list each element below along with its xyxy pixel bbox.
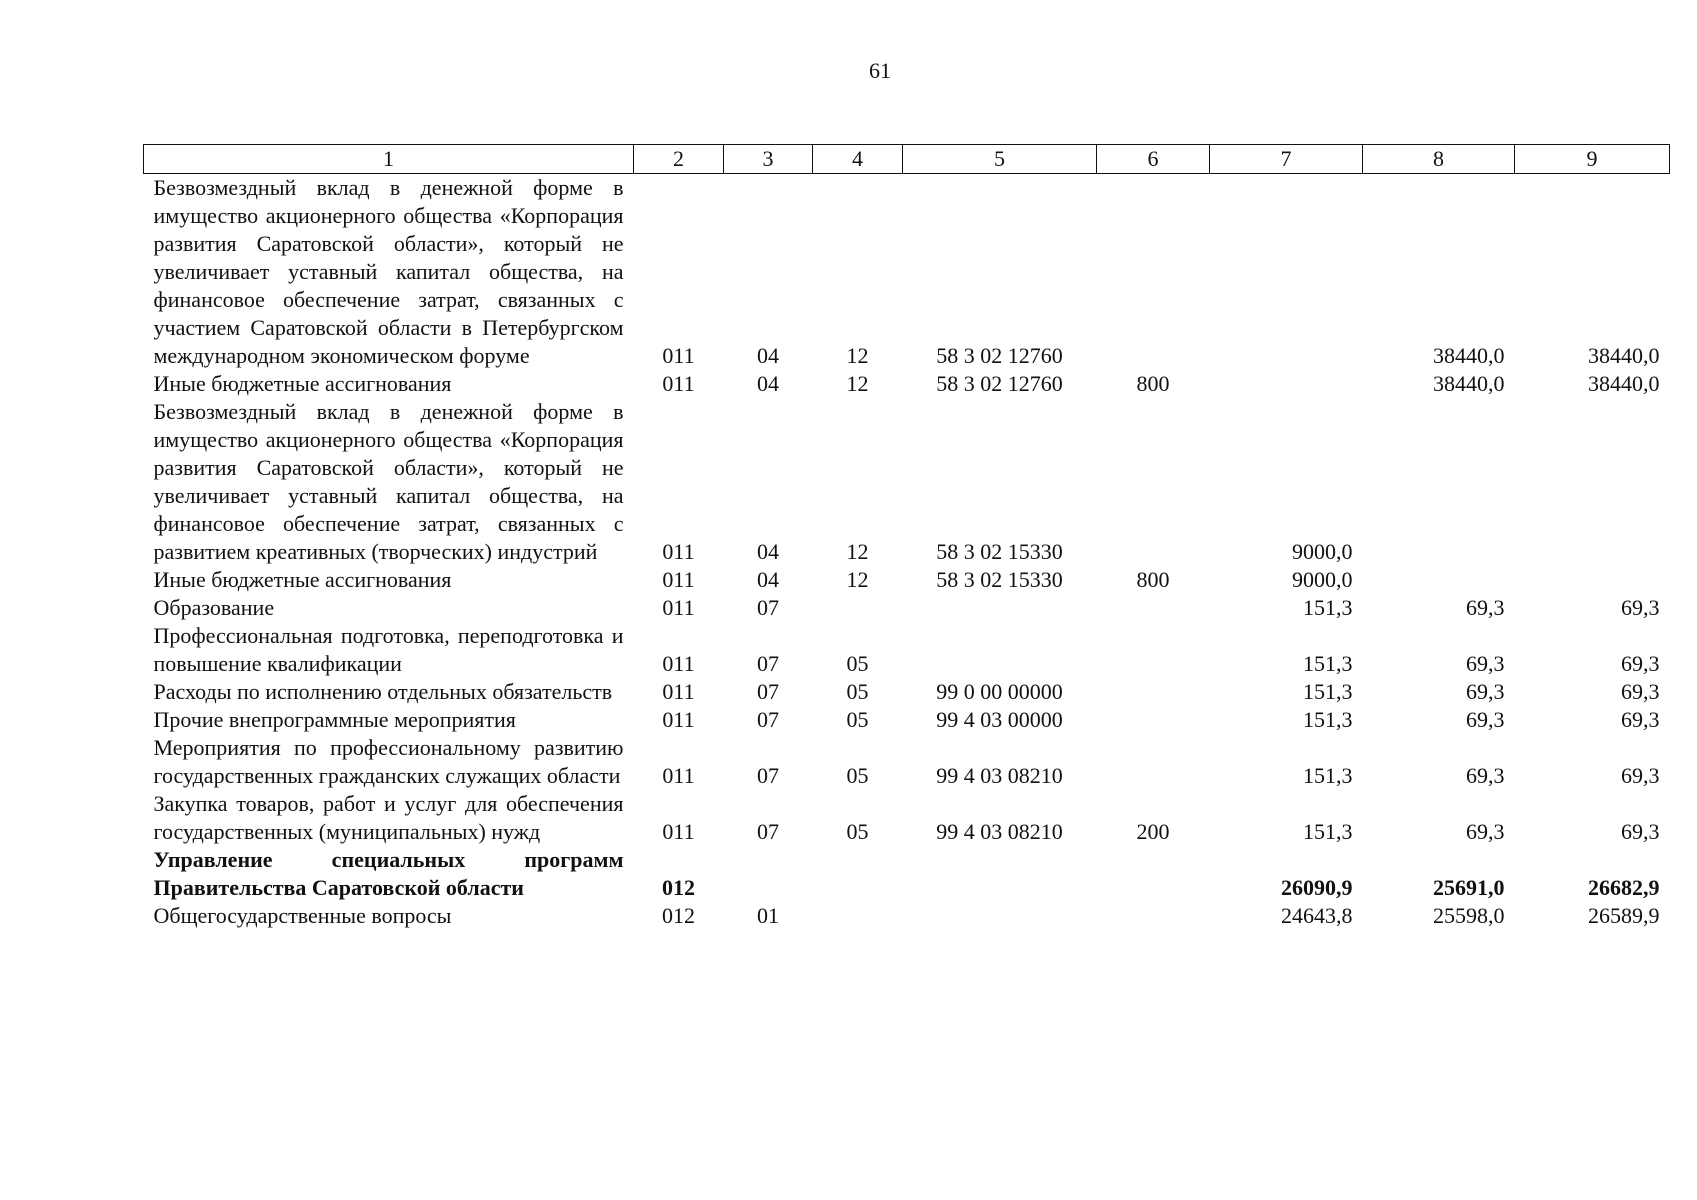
cell-amount-year-3: 69,3 (1621, 707, 1660, 732)
cell-amount-year-3: 69,3 (1621, 819, 1660, 844)
cell-target-article (903, 622, 1097, 678)
table-row (144, 902, 1670, 930)
page-number: 61 (869, 58, 891, 83)
cell-subsection: 12 (846, 539, 869, 564)
cell-target-article (903, 846, 1097, 902)
cell-subsection: 05 (846, 651, 869, 676)
cell-name: Образование (153, 595, 275, 620)
cell-amount-year-2: 25691,0 (1433, 875, 1505, 900)
header-col-8: 8 (1363, 145, 1515, 174)
header-col-2: 2 (634, 145, 724, 174)
cell-section: 07 (757, 763, 779, 788)
cell-ministry-code: 011 (662, 371, 695, 396)
cell-target-article: 58 3 02 12760 (936, 343, 1063, 368)
cell-ministry-code: 012 (662, 875, 695, 900)
cell-amount-year-1: 151,3 (1303, 595, 1353, 620)
cell-amount-year-1: 26090,9 (1281, 875, 1353, 900)
header-col-1: 1 (144, 145, 634, 174)
cell-ministry-code: 011 (662, 567, 695, 592)
cell-amount-year-1: 9000,0 (1292, 567, 1353, 592)
cell-amount-year-2 (1363, 566, 1515, 594)
cell-name: Иные бюджетные ассигнования (153, 567, 452, 592)
cell-expense-type (1097, 734, 1210, 790)
cell-section: 07 (757, 819, 779, 844)
cell-expense-type (1097, 622, 1210, 678)
table-row (144, 398, 1670, 566)
cell-target-article: 99 4 03 08210 (936, 819, 1063, 844)
cell-expense-type: 800 (1136, 567, 1170, 592)
cell-amount-year-3 (1515, 566, 1670, 594)
table-body (144, 174, 1670, 931)
table-row (144, 622, 1670, 678)
cell-amount-year-3: 38440,0 (1588, 343, 1660, 368)
cell-amount-year-3 (1515, 398, 1670, 566)
cell-section: 04 (757, 567, 779, 592)
cell-name: Общегосударственные вопросы (153, 903, 452, 928)
cell-amount-year-2: 38440,0 (1433, 343, 1505, 368)
table-row (144, 790, 1670, 846)
header-col-7: 7 (1210, 145, 1363, 174)
cell-amount-year-1: 151,3 (1303, 819, 1353, 844)
cell-subsection (813, 594, 903, 622)
table-row (144, 594, 1670, 622)
cell-expense-type (1097, 902, 1210, 930)
cell-target-article: 99 4 03 00000 (936, 707, 1063, 732)
cell-target-article: 58 3 02 15330 (936, 539, 1063, 564)
header-row (144, 145, 1670, 174)
cell-amount-year-2: 69,3 (1466, 763, 1505, 788)
cell-expense-type (1097, 174, 1210, 371)
cell-section: 07 (757, 679, 779, 704)
cell-name: Иные бюджетные ассигнования (153, 371, 452, 396)
cell-section: 04 (757, 343, 779, 368)
cell-expense-type (1097, 678, 1210, 706)
cell-expense-type (1097, 846, 1210, 902)
cell-expense-type: 800 (1136, 371, 1170, 396)
cell-expense-type (1097, 594, 1210, 622)
cell-name: Управление специальных программ Правительства Саратовской области (153, 847, 624, 900)
cell-amount-year-3: 69,3 (1621, 679, 1660, 704)
cell-ministry-code: 011 (662, 595, 695, 620)
cell-target-article (903, 902, 1097, 930)
cell-section: 04 (757, 539, 779, 564)
table-row (144, 174, 1670, 371)
cell-amount-year-2: 69,3 (1466, 679, 1505, 704)
cell-name: Закупка товаров, работ и услуг для обеспечения государственных (муниципальных) нужд (153, 791, 624, 844)
cell-subsection: 12 (846, 343, 869, 368)
cell-subsection: 12 (846, 567, 869, 592)
cell-amount-year-1: 151,3 (1303, 651, 1353, 676)
budget-table (143, 144, 1670, 930)
cell-section: 04 (757, 371, 779, 396)
cell-section (724, 846, 813, 902)
cell-target-article: 99 0 00 00000 (936, 679, 1063, 704)
cell-amount-year-1 (1210, 174, 1363, 371)
cell-section: 01 (757, 903, 779, 928)
cell-amount-year-3: 69,3 (1621, 763, 1660, 788)
cell-subsection: 05 (846, 679, 869, 704)
cell-expense-type: 200 (1136, 819, 1170, 844)
cell-amount-year-3: 26589,9 (1588, 903, 1660, 928)
cell-amount-year-2: 69,3 (1466, 595, 1505, 620)
cell-subsection: 05 (846, 707, 869, 732)
cell-subsection (813, 902, 903, 930)
cell-amount-year-1: 9000,0 (1292, 539, 1353, 564)
header-col-9: 9 (1515, 145, 1670, 174)
header-col-6: 6 (1097, 145, 1210, 174)
cell-target-article: 58 3 02 15330 (936, 567, 1063, 592)
table-row (144, 370, 1670, 398)
cell-amount-year-1: 151,3 (1303, 679, 1353, 704)
cell-section: 07 (757, 651, 779, 676)
cell-ministry-code: 011 (662, 343, 695, 368)
table-row (144, 706, 1670, 734)
cell-ministry-code: 011 (662, 679, 695, 704)
cell-amount-year-1: 151,3 (1303, 707, 1353, 732)
cell-target-article: 58 3 02 12760 (936, 371, 1063, 396)
cell-name: Расходы по исполнению отдельных обязательств (153, 679, 613, 704)
header-col-4: 4 (813, 145, 903, 174)
cell-expense-type (1097, 706, 1210, 734)
cell-name: Профессиональная подготовка, переподготовка и повышение квалификации (153, 623, 624, 676)
cell-subsection: 05 (846, 763, 869, 788)
cell-ministry-code: 011 (662, 707, 695, 732)
cell-subsection: 05 (846, 819, 869, 844)
table-row (144, 678, 1670, 706)
cell-amount-year-2: 38440,0 (1433, 371, 1505, 396)
table-row (144, 734, 1670, 790)
cell-amount-year-2: 69,3 (1466, 819, 1505, 844)
cell-amount-year-1 (1210, 370, 1363, 398)
cell-expense-type (1097, 398, 1210, 566)
cell-amount-year-2: 25598,0 (1433, 903, 1505, 928)
cell-amount-year-3: 69,3 (1621, 595, 1660, 620)
cell-amount-year-2: 69,3 (1466, 651, 1505, 676)
cell-ministry-code: 011 (662, 819, 695, 844)
header-col-3: 3 (724, 145, 813, 174)
table-row (144, 566, 1670, 594)
cell-amount-year-2 (1363, 398, 1515, 566)
cell-ministry-code: 011 (662, 763, 695, 788)
cell-section: 07 (757, 707, 779, 732)
cell-section: 07 (757, 595, 779, 620)
cell-amount-year-3: 26682,9 (1588, 875, 1660, 900)
table-row (144, 846, 1670, 902)
cell-ministry-code: 012 (662, 903, 695, 928)
cell-name: Безвозмездный вклад в денежной форме в имущество акционерного общества «Корпорация развития Саратовской области», который не увеличивает уставный капитал общества, на финансовое обеспечение затрат, связанных с участием Саратовской области в Петербургском международном экономическом форуме (153, 175, 624, 368)
cell-ministry-code: 011 (662, 651, 695, 676)
cell-amount-year-1: 24643,8 (1281, 903, 1353, 928)
cell-amount-year-1: 151,3 (1303, 763, 1353, 788)
cell-amount-year-2: 69,3 (1466, 707, 1505, 732)
cell-name: Мероприятия по профессиональному развитию государственных гражданских служащих области (153, 735, 624, 788)
cell-name: Прочие внепрограммные мероприятия (153, 707, 516, 732)
cell-name: Безвозмездный вклад в денежной форме в имущество акционерного общества «Корпорация развития Саратовской области», который не увеличивает уставный капитал общества, на финансовое обеспечение затрат, связанных с развитием креативных (творческих) индустрий (153, 399, 624, 564)
cell-subsection: 12 (846, 371, 869, 396)
cell-amount-year-3: 38440,0 (1588, 371, 1660, 396)
cell-subsection (813, 846, 903, 902)
header-col-5: 5 (903, 145, 1097, 174)
cell-amount-year-3: 69,3 (1621, 651, 1660, 676)
table-header (144, 145, 1670, 174)
cell-target-article: 99 4 03 08210 (936, 763, 1063, 788)
cell-ministry-code: 011 (662, 539, 695, 564)
cell-target-article (903, 594, 1097, 622)
